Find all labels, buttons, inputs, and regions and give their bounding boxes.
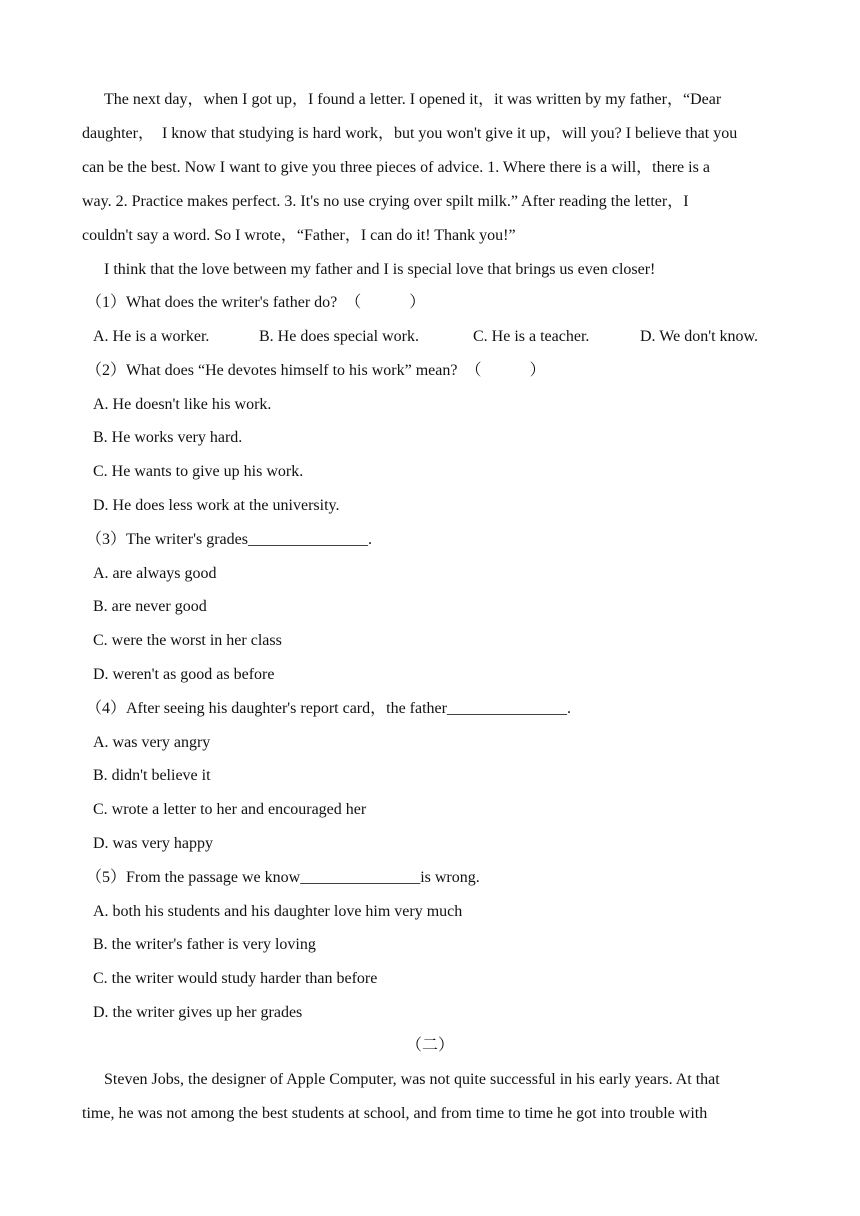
passage-line: couldn't say a word. So I wrote，“Father，I can do it! Thank you!” (82, 227, 516, 244)
passage-line: can be the best. Now I want to give you three pieces of advice. 1. Where there is a will，there is a (82, 159, 710, 176)
question-options-row (93, 327, 783, 347)
option-c: C. the writer would study harder than before (93, 970, 378, 987)
option-c: C. He wants to give up his work. (93, 463, 304, 480)
option-c: C. were the worst in her class (93, 632, 282, 649)
question-stem: （5）From the passage we know_______________is wrong. (86, 869, 480, 886)
section-heading: （二） (405, 1037, 454, 1054)
option-b: B. the writer's father is very loving (93, 936, 316, 953)
option-b: B. He does special work. (259, 328, 419, 345)
option-a: A. He doesn't like his work. (93, 396, 272, 413)
option-d: D. the writer gives up her grades (93, 1004, 303, 1021)
passage-line: daughter， I know that studying is hard work，but you won't give it up，will you? I believe that you (82, 125, 738, 142)
option-a: A. He is a worker. (93, 328, 210, 345)
option-d: D. He does less work at the university. (93, 497, 340, 514)
passage-line: The next day，when I got up，I found a letter. I opened it，it was written by my father，“Dear (104, 91, 722, 108)
option-d: D. was very happy (93, 835, 213, 852)
option-a: A. are always good (93, 565, 217, 582)
option-b: B. He works very hard. (93, 429, 243, 446)
passage-line: Steven Jobs, the designer of Apple Computer, was not quite successful in his early years. At that (104, 1071, 720, 1088)
option-b: B. didn't believe it (93, 767, 211, 784)
option-a: A. was very angry (93, 734, 211, 751)
option-c: C. wrote a letter to her and encouraged her (93, 801, 367, 818)
question-stem: （3）The writer's grades_______________. (86, 531, 372, 548)
option-d: D. weren't as good as before (93, 666, 275, 683)
option-c: C. He is a teacher. (473, 328, 590, 345)
question-stem: （4）After seeing his daughter's report card，the father_______________. (86, 700, 571, 717)
option-a: A. both his students and his daughter love him very much (93, 903, 463, 920)
question-stem: （2）What does “He devotes himself to his work” mean? （ ） (86, 362, 546, 379)
option-b: B. are never good (93, 598, 207, 615)
passage-closing: I think that the love between my father and I is special love that brings us even closer! (104, 261, 656, 278)
question-stem: （1）What does the writer's father do? （ ） (86, 294, 426, 311)
option-d: D. We don't know. (640, 328, 759, 345)
passage-line: way. 2. Practice makes perfect. 3. It's no use crying over spilt milk.” After reading the letter，I (82, 193, 689, 210)
passage-line: time, he was not among the best students at school, and from time to time he got into trouble with (82, 1105, 708, 1122)
